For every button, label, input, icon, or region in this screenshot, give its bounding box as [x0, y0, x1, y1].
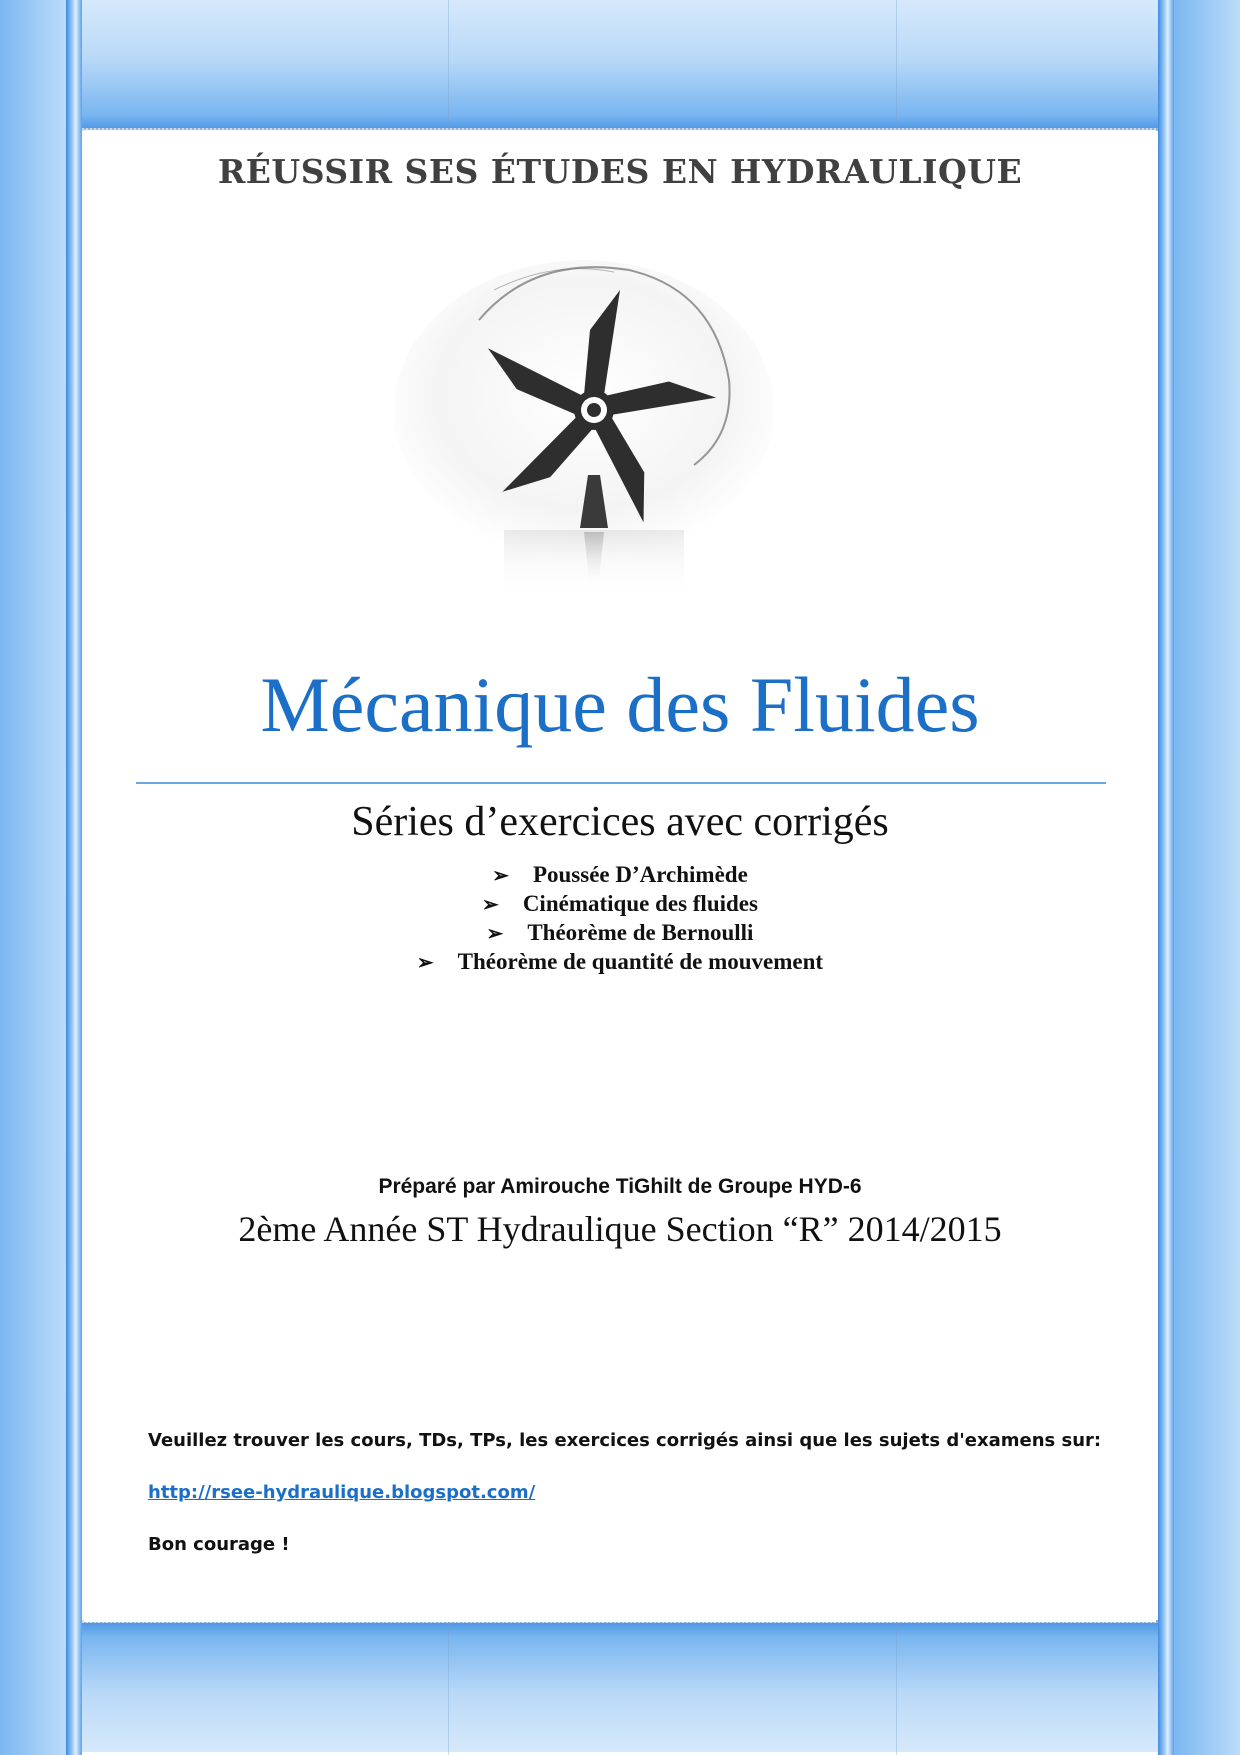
- list-item: [84, 947, 1156, 976]
- resources-note: Veuillez trouver les cours, TDs, TPs, les exercices corrigés ainsi que les sujets d'examens sur:: [148, 1430, 1102, 1451]
- bottom-banner: [0, 1622, 1240, 1752]
- right-rail: [1158, 0, 1174, 1755]
- list-item: [84, 860, 1156, 889]
- list-item: [84, 889, 1156, 918]
- right-side-panel: [1174, 0, 1240, 1755]
- topic-label: Poussée D’Archimède: [532, 862, 748, 887]
- topic-label: Théorème de quantité de mouvement: [457, 949, 824, 974]
- cover-page: [84, 130, 1156, 1622]
- sign-off: Bon courage !: [148, 1534, 290, 1555]
- title-divider: [136, 782, 1106, 784]
- author-line: Préparé par Amirouche TiGhilt de Groupe HYD-6: [378, 1175, 862, 1198]
- banner-seam: [448, 0, 449, 128]
- list-item: [84, 918, 1156, 947]
- banner-seam: [448, 1622, 449, 1755]
- blog-link[interactable]: http://rsee-hydraulique.blogspot.com/: [148, 1482, 536, 1503]
- left-side-panel: [0, 0, 66, 1755]
- turbine-icon: [384, 260, 804, 610]
- document-title: Mécanique des Fluides: [260, 661, 980, 748]
- top-banner: [0, 0, 1240, 130]
- document-subtitle: Séries d’exercices avec corrigés: [351, 799, 889, 845]
- arrow-bullet-icon: ➢: [416, 952, 434, 974]
- banner-seam: [896, 0, 897, 128]
- banner-seam: [896, 1622, 897, 1755]
- class-info: 2ème Année ST Hydraulique Section “R” 2014/2015: [238, 1209, 1002, 1249]
- topic-label: Théorème de Bernoulli: [527, 920, 754, 945]
- header-title: RÉUSSIR SES ÉTUDES EN HYDRAULIQUE: [217, 152, 1023, 191]
- topic-label: Cinématique des fluides: [522, 891, 758, 916]
- topic-list: [84, 860, 1156, 976]
- arrow-bullet-icon: ➢: [486, 923, 504, 945]
- left-rail: [66, 0, 82, 1755]
- arrow-bullet-icon: ➢: [482, 894, 499, 916]
- arrow-bullet-icon: ➢: [492, 865, 509, 887]
